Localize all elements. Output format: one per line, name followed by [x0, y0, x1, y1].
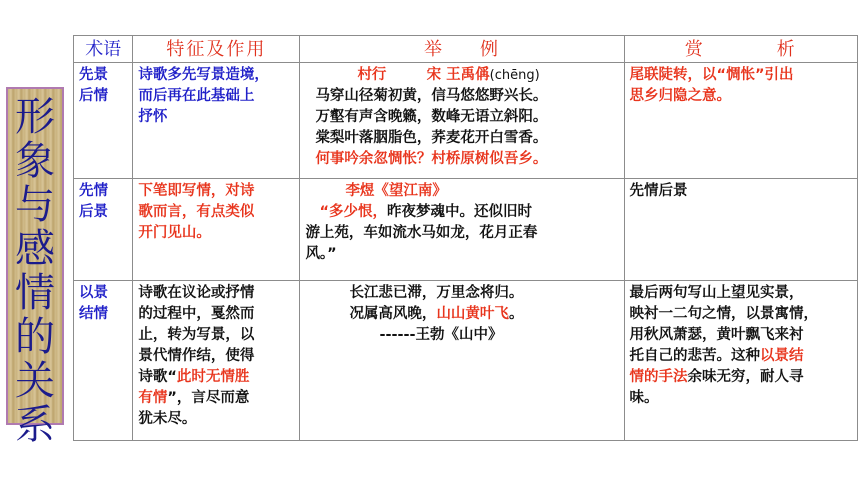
side-title-char: 情 [15, 270, 55, 316]
analysis-line: 最后两句写山上望见实景， [629, 285, 804, 301]
analysis-text: 托自己的悲苦。这种 [629, 348, 760, 364]
term-line: 后景 [79, 204, 108, 220]
feature-line: 的过程中，戛然而 [138, 306, 255, 322]
term-cell [74, 63, 133, 179]
analysis-highlight: 情的手法 [629, 369, 688, 385]
feature-highlight: 有情 [138, 390, 168, 406]
feature-highlight: 此时无情胜 [176, 369, 250, 385]
term-cell [74, 281, 133, 441]
poem-text: 。 [508, 306, 524, 322]
table-row [74, 179, 858, 281]
poem-title: 李煜《望江南》 [345, 183, 447, 199]
analysis-text: 余味无穷，耐人寻 [687, 369, 804, 385]
table-row [74, 281, 858, 441]
header-term: 术语 [74, 36, 133, 63]
feature-text: 诗歌“ [138, 369, 177, 385]
term-line: 结情 [79, 306, 108, 322]
feature-line: 歌而言，有点类似 [138, 204, 255, 220]
term-line: 以景 [79, 285, 108, 301]
analysis-line: 味。 [629, 390, 659, 406]
header-example [300, 36, 624, 63]
poem-highlight: 山山黄叶飞 [436, 306, 509, 322]
poem-line: 万壑有声含晚籁，数峰无语立斜阳。 [315, 109, 548, 125]
header-analysis-b: 析 [776, 38, 797, 60]
feature-line: 而后再在此基础上 [138, 88, 255, 104]
analysis-cell [624, 179, 858, 281]
analysis-line: 思乡归隐之意。 [629, 88, 731, 104]
feature-cell [133, 63, 300, 179]
term-line: 后情 [79, 88, 108, 104]
header-example-b: 例 [479, 38, 500, 60]
poem-line-highlight: 何事吟余忽惆怅？村桥原树似吾乡。 [315, 151, 548, 167]
header-example-a: 举 [423, 38, 444, 60]
feature-line: 诗歌多先写景造境， [138, 67, 269, 83]
side-title-char: 象 [15, 138, 55, 184]
comparison-table [73, 35, 858, 441]
poem-line: 棠梨叶落胭脂色，荞麦花开白雪香。 [315, 130, 548, 146]
side-title-char: 感 [15, 226, 55, 272]
analysis-cell [624, 281, 858, 441]
feature-line: 景代情作结，使得 [138, 348, 255, 364]
feature-line: 犹未尽。 [138, 411, 197, 427]
side-title-char: 形 [15, 94, 55, 140]
feature-cell [133, 179, 300, 281]
poem-line: 游上苑，车如流水马如龙，花月正春 [305, 225, 538, 241]
poem-highlight: “多少恨， [319, 204, 387, 220]
poem-author: 宋 王禹偁 [426, 67, 490, 83]
poem-source: ------王勃《山中》 [379, 327, 503, 343]
header-analysis-a: 赏 [684, 38, 705, 60]
analysis-line: 尾联陡转，以“惆怅”引出 [629, 67, 794, 83]
side-title-panel [6, 87, 64, 448]
feature-text: ”，言尽而意 [167, 390, 250, 406]
analysis-line: 用秋风萧瑟，黄叶飘飞来衬 [629, 327, 804, 343]
feature-line: 诗歌在议论或抒情 [138, 285, 255, 301]
header-feature: 特征及作用 [133, 36, 300, 63]
feature-cell [133, 281, 300, 441]
poem-line: 昨夜梦魂中。还似旧时 [386, 204, 532, 220]
poem-line: 长江悲已滞，万里念将归。 [349, 285, 524, 301]
poem-line: 风。” [305, 246, 337, 262]
term-cell [74, 179, 133, 281]
poem-pinyin: (chēng) [489, 68, 540, 83]
poem-title: 村行 [357, 67, 387, 83]
term-line: 先情 [79, 183, 108, 199]
side-title-char: 系 [15, 402, 55, 448]
side-title-char: 的 [15, 314, 55, 360]
header-analysis [624, 36, 858, 63]
analysis-line: 先情后景 [629, 183, 688, 199]
example-cell [300, 63, 624, 179]
example-cell [300, 281, 624, 441]
feature-line: 开门见山。 [138, 225, 211, 241]
analysis-cell [624, 63, 858, 179]
poem-title-line [305, 65, 618, 86]
analysis-line: 映衬一二句之情，以景寓情， [629, 306, 818, 322]
side-title-char: 与 [15, 182, 55, 228]
feature-line: 下笔即写情，对诗 [138, 183, 255, 199]
term-line: 先景 [79, 67, 108, 83]
feature-line: 止，转为写景，以 [138, 327, 255, 343]
header-row [74, 36, 858, 63]
example-cell [300, 179, 624, 281]
analysis-highlight: 以景结 [760, 348, 804, 364]
side-title-char: 关 [15, 358, 55, 404]
poem-text: 况属高风晚， [349, 306, 437, 322]
poem-line: 马穿山径菊初黄，信马悠悠野兴长。 [315, 88, 548, 104]
table-row [74, 63, 858, 179]
feature-line: 抒怀 [138, 109, 168, 125]
